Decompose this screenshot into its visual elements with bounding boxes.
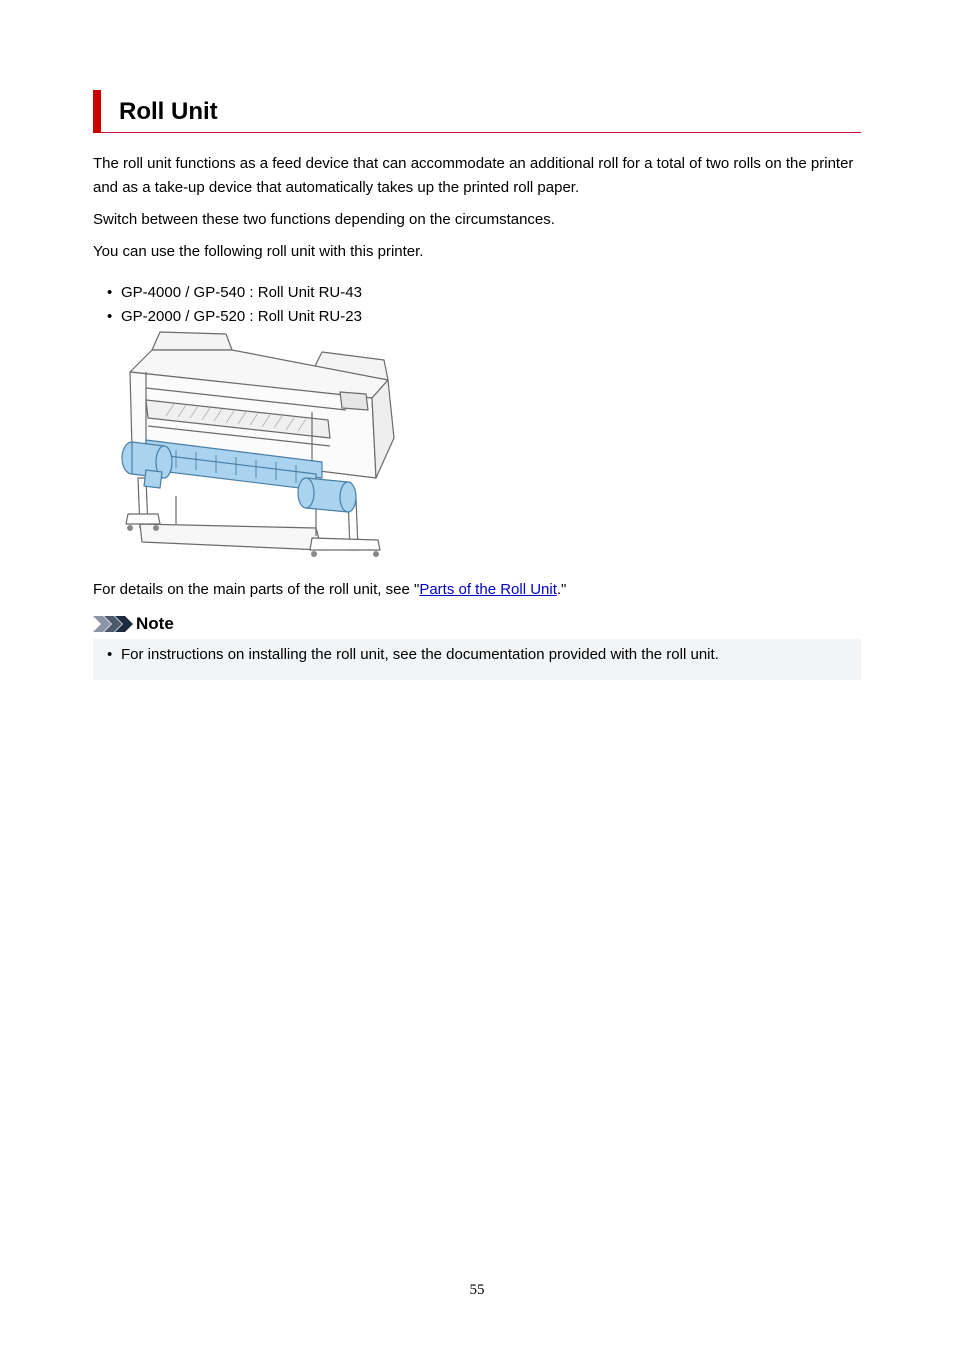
list-item: • For instructions on installing the roll unit, see the documentation provided with the roll unit. xyxy=(93,643,719,667)
details-text-before: For details on the main parts of the roll unit, see " xyxy=(93,581,420,598)
note-list xyxy=(93,643,719,667)
details-paragraph xyxy=(93,578,861,602)
note-chevron-icon xyxy=(93,616,133,632)
heading-accent-bar xyxy=(93,90,101,133)
page-number: 55 xyxy=(469,1282,485,1298)
parts-of-roll-unit-link[interactable]: Parts of the Roll Unit xyxy=(419,581,557,598)
note-box xyxy=(93,639,861,680)
details-text-after: ." xyxy=(556,581,567,598)
switch-paragraph: Switch between these two functions depending on the circumstances. xyxy=(93,211,555,228)
note-label: Note xyxy=(136,614,174,633)
intro-paragraph: The roll unit functions as a feed device that can accommodate an additional roll for a total of two rolls on the printer and as a take-up device that automatically takes up the printed roll paper. xyxy=(93,155,854,196)
page-title: Roll Unit xyxy=(119,98,218,125)
model-list xyxy=(93,281,861,329)
printer-with-roll-unit-illustration xyxy=(116,328,400,566)
page-heading xyxy=(93,90,861,133)
compat-paragraph: You can use the following roll unit with this printer. xyxy=(93,243,424,260)
list-item: • GP-4000 / GP-540 : Roll Unit RU-43 xyxy=(93,281,861,305)
printer-roll-unit-figure xyxy=(116,328,400,566)
list-item: • GP-2000 / GP-520 : Roll Unit RU-23 xyxy=(93,305,861,329)
